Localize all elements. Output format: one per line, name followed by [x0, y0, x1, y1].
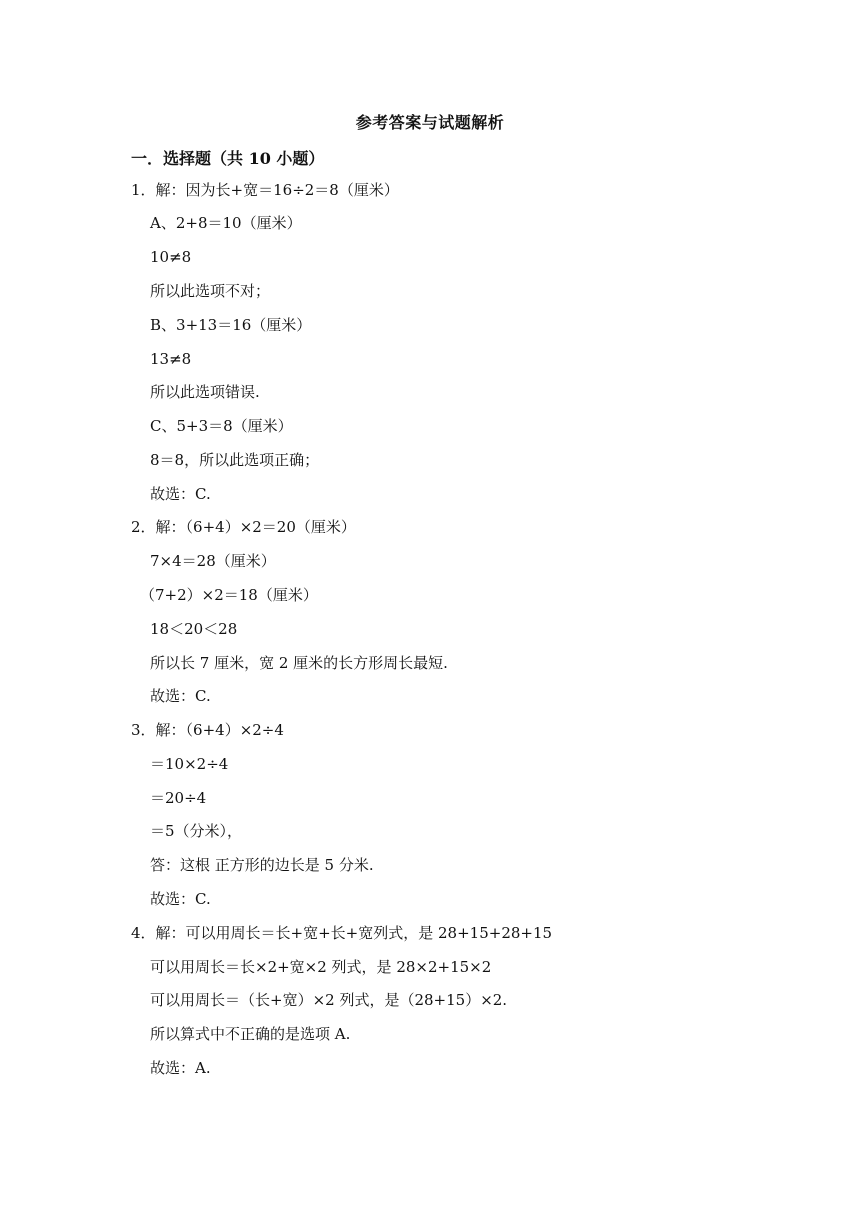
- page-title: 参考答案与试题解析: [355, 113, 505, 132]
- answer-line-q1: 1．解：因为长+宽＝16÷2＝8（厘米）: [131, 181, 399, 199]
- answer-line: 所以此选项错误.: [150, 383, 260, 401]
- answer-line: 13≠8: [150, 350, 192, 368]
- answer-line: ＝20÷4: [150, 789, 207, 807]
- answer-line: 所以算式中不正确的是选项 A.: [150, 1025, 351, 1043]
- answer-line: A、2+8＝10（厘米）: [150, 214, 302, 232]
- answer-line: 18＜20＜28: [150, 620, 238, 638]
- answer-line: 可以用周长＝长×2+宽×2 列式，是 28×2+15×2: [150, 958, 492, 976]
- answer-line: 可以用周长＝（长+宽）×2 列式，是（28+15）×2.: [150, 991, 508, 1009]
- answer-line: ＝5（分米），: [150, 822, 243, 840]
- section-heading: 一．选择题（共 10 小题）: [131, 149, 325, 168]
- answer-line: （7+2）×2＝18（厘米）: [140, 586, 318, 604]
- answer-line: B、3+13＝16（厘米）: [150, 316, 312, 334]
- answer-line: 故选：C.: [150, 485, 211, 503]
- answer-line-q4: 4．解：可以用周长＝长+宽+长+宽列式，是 28+15+28+15: [131, 924, 553, 942]
- answer-line: 8＝8，所以此选项正确；: [150, 451, 320, 469]
- answer-line: 故选：A.: [150, 1059, 211, 1077]
- answer-line: 10≠8: [150, 248, 192, 266]
- answer-line: 7×4＝28（厘米）: [150, 552, 276, 570]
- answer-line: C、5+3＝8（厘米）: [150, 417, 293, 435]
- answer-line-q2: 2．解：（6+4）×2＝20（厘米）: [131, 518, 356, 536]
- answer-line-q3: 3．解：（6+4）×2÷4: [131, 721, 284, 739]
- answer-line: 所以长 7 厘米，宽 2 厘米的长方形周长最短.: [150, 654, 448, 672]
- answer-line: 答：这根 正方形的边长是 5 分米.: [150, 856, 374, 874]
- answer-line: 故选：C.: [150, 687, 211, 705]
- answer-line: ＝10×2÷4: [150, 755, 229, 773]
- answer-line: 故选：C.: [150, 890, 211, 908]
- answer-line: 所以此选项不对；: [150, 282, 271, 300]
